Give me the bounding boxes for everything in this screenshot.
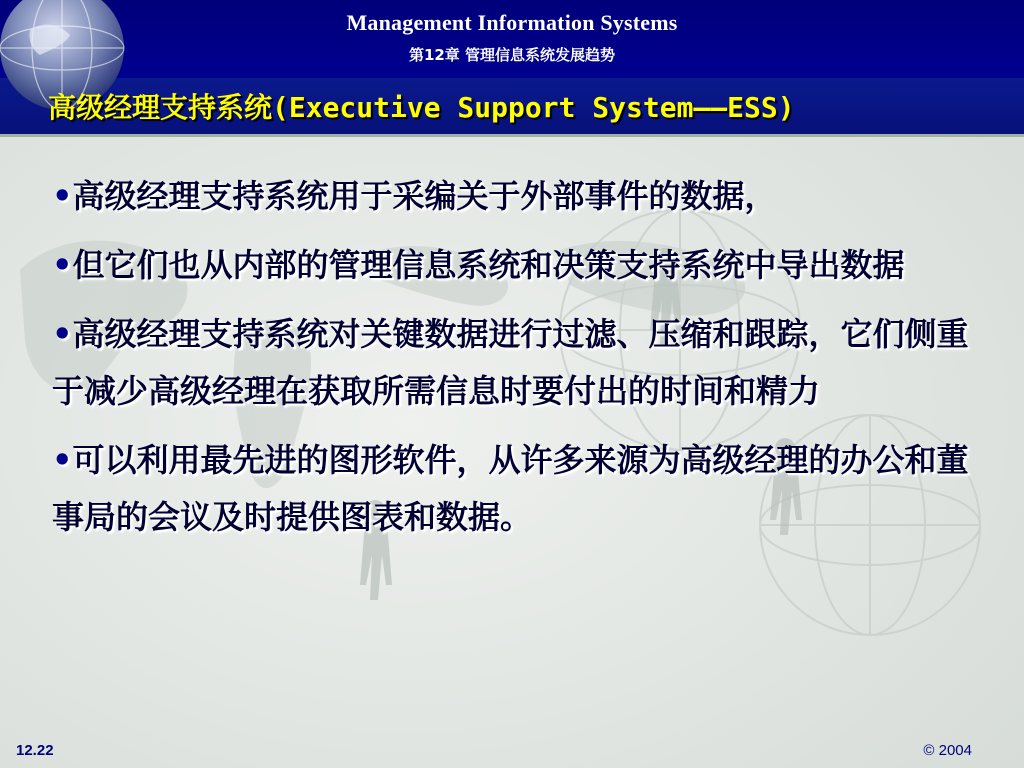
- header-banner: [0, 0, 1024, 78]
- bullet-text: 高级经理支持系统用于采编关于外部事件的数据，: [72, 177, 777, 215]
- bullet-item: [52, 168, 982, 225]
- bullet-list: [52, 168, 982, 558]
- bullet-marker: •: [52, 177, 73, 215]
- bullet-item: [52, 237, 982, 294]
- slide-title: 高级经理支持系统(Executive Support System——ESS): [48, 91, 795, 124]
- bullet-item: [52, 306, 982, 420]
- course-title: Management Information Systems: [346, 10, 678, 35]
- bullet-marker: •: [52, 246, 73, 284]
- bullet-text: 高级经理支持系统对关键数据进行过滤、压缩和跟踪，它们侧重于减少高级经理在获取所需信息时要付出的时间和精力: [52, 315, 969, 410]
- bullet-item: [52, 432, 982, 546]
- chapter-subtitle: 第12章 管理信息系统发展趋势: [408, 46, 616, 64]
- bullet-text: 可以利用最先进的图形软件，从许多来源为高级经理的办公和董事局的会议及时提供图表和数据。: [52, 441, 969, 536]
- copyright-notice: © 2004: [923, 742, 972, 759]
- title-divider: [0, 134, 1024, 137]
- bullet-marker: •: [52, 315, 73, 353]
- bullet-marker: •: [52, 441, 73, 479]
- bullet-text: 但它们也从内部的管理信息系统和决策支持系统中导出数据: [72, 246, 905, 284]
- page-number: 12.22: [16, 742, 54, 759]
